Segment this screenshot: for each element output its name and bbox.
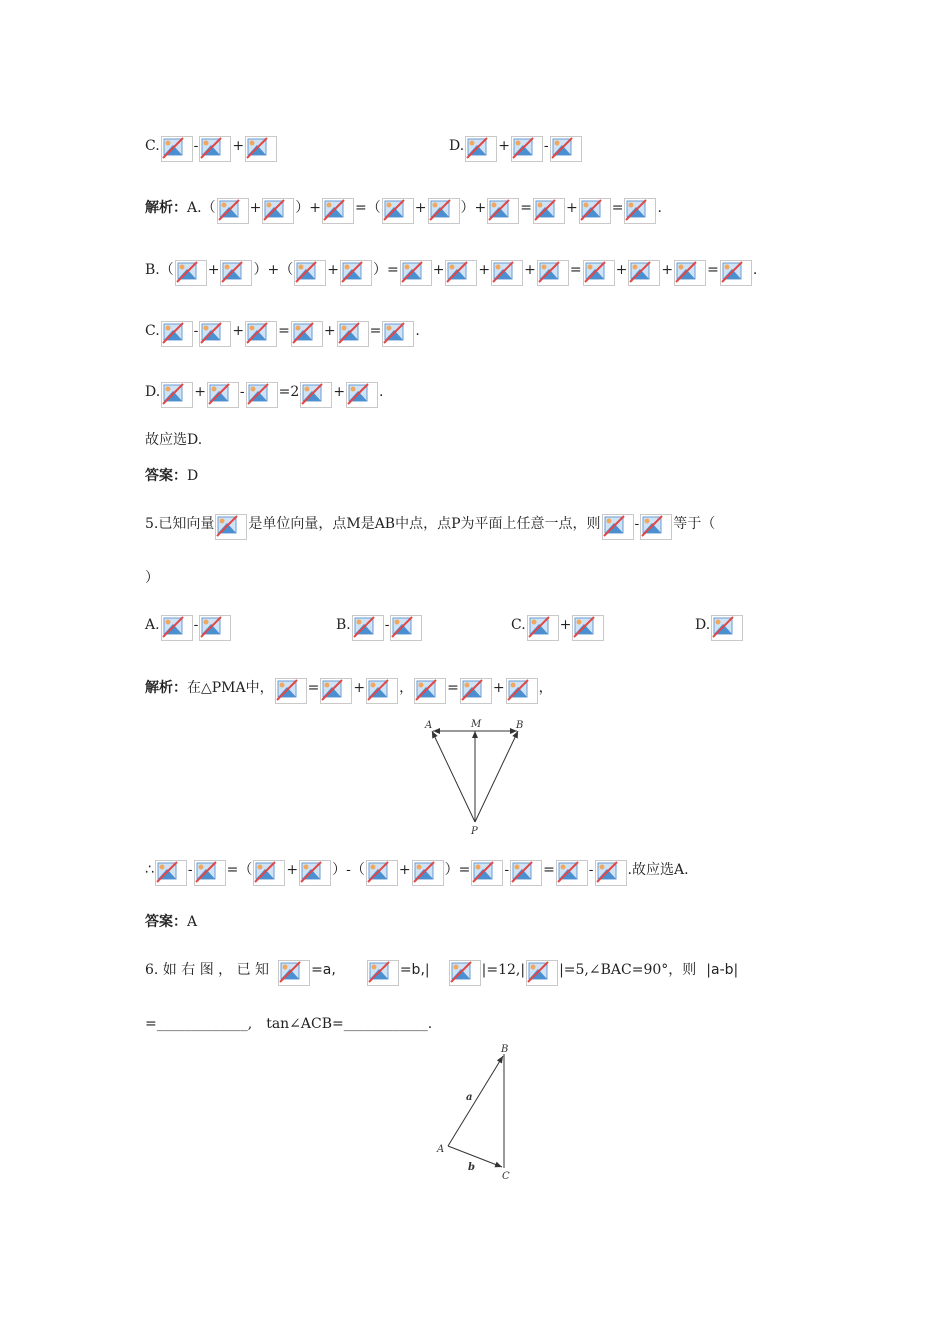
label-b: B <box>516 720 524 731</box>
broken-image-icon <box>628 260 660 286</box>
broken-image-icon <box>640 514 672 540</box>
minus-sign: - <box>193 617 199 633</box>
plus-sign: + <box>398 862 411 878</box>
question-text: 5.已知向量 <box>145 516 215 532</box>
broken-image-icon <box>390 615 422 641</box>
broken-image-icon <box>155 860 187 886</box>
broken-image-icon <box>245 136 277 162</box>
broken-image-icon <box>291 321 323 347</box>
broken-image-icon <box>217 198 249 224</box>
broken-image-icon <box>595 860 627 886</box>
label-p: P <box>471 826 478 837</box>
paren: （ <box>279 262 294 278</box>
broken-image-icon <box>412 860 444 886</box>
minus-sign: - <box>239 384 245 400</box>
paren: （ <box>350 862 365 878</box>
broken-image-icon <box>161 382 193 408</box>
period: . <box>415 323 420 339</box>
answer-line-2 <box>145 914 197 930</box>
broken-image-icon <box>278 960 310 986</box>
paren: （ <box>159 262 174 278</box>
broken-image-icon <box>337 321 369 347</box>
equals-sign: = <box>307 680 320 696</box>
minus-sign: - <box>543 138 549 154</box>
plus-sign: + <box>492 680 505 696</box>
broken-image-icon <box>491 260 523 286</box>
broken-image-icon <box>220 260 252 286</box>
solution-line-a <box>145 190 662 216</box>
question-text: 是单位向量，点M是AB中点，点P为平面上任意一点，则 <box>248 516 601 532</box>
conclusion-text: 故应选D. <box>145 432 203 448</box>
equals-sign: = <box>226 862 239 878</box>
broken-image-icon <box>367 960 399 986</box>
plus-sign: + <box>615 262 628 278</box>
broken-image-icon <box>506 678 538 704</box>
broken-image-icon <box>556 860 588 886</box>
question-text: =a, <box>311 962 336 978</box>
broken-image-icon <box>275 678 307 704</box>
question-text: a-b <box>710 962 734 978</box>
plus-sign: + <box>327 262 339 278</box>
question-6-line <box>145 952 738 978</box>
plus-sign: + <box>249 200 262 216</box>
minus-sign: - <box>187 862 193 878</box>
broken-image-icon <box>579 198 611 224</box>
equals-sign: = <box>278 323 290 339</box>
equals-sign: = <box>569 262 582 278</box>
minus-sign: - <box>193 323 199 339</box>
segment-pa <box>432 731 475 822</box>
paren: ） <box>460 200 475 216</box>
figure-abc-triangle <box>432 1042 532 1182</box>
broken-image-icon <box>487 198 519 224</box>
equals-sign: = <box>520 200 532 216</box>
paren: ） <box>372 262 387 278</box>
solution-line-q5 <box>145 670 553 696</box>
question-5-line <box>145 506 715 532</box>
question-text: 等于（ <box>673 516 716 532</box>
broken-image-icon <box>624 198 656 224</box>
plus-sign: + <box>559 617 572 633</box>
segment-ab <box>448 1056 503 1146</box>
paren: ） <box>332 862 347 878</box>
solution-label: 解析： <box>145 200 187 216</box>
label-a: A <box>425 720 433 731</box>
conclusion-text: .故应选A. <box>627 862 689 878</box>
question-text: =b, <box>399 962 425 978</box>
broken-image-icon <box>533 198 565 224</box>
option-a-text: A. <box>187 200 202 216</box>
comma: ， <box>538 680 553 696</box>
plus-sign: + <box>565 200 578 216</box>
plus-sign: + <box>333 384 346 400</box>
option-label-c: C. <box>511 617 526 633</box>
solution-line-d <box>145 374 384 400</box>
plus-sign: + <box>414 200 427 216</box>
paren: ） <box>444 862 459 878</box>
q5-option-c <box>511 607 605 633</box>
equals-sign: = <box>611 200 624 216</box>
plus-sign: + <box>232 323 245 339</box>
broken-image-icon <box>537 260 569 286</box>
broken-image-icon <box>449 960 481 986</box>
q5-option-d <box>695 607 744 633</box>
answer-label: 答案： <box>145 914 187 930</box>
answer-line-1 <box>145 468 198 484</box>
coefficient-two: 2 <box>290 384 300 400</box>
option-label-d: D. <box>695 617 711 633</box>
broken-image-icon <box>322 198 354 224</box>
solution-text: 在△PMA中， <box>187 680 274 696</box>
broken-image-icon <box>583 260 615 286</box>
broken-image-icon <box>527 615 559 641</box>
broken-image-icon <box>199 615 231 641</box>
therefore-line <box>145 852 689 878</box>
figure-pma-triangle <box>420 718 550 838</box>
paren: （ <box>366 200 381 216</box>
answer-blank[interactable]: =_____________, <box>145 1016 253 1032</box>
option-label-b: B. <box>336 617 351 633</box>
broken-image-icon <box>400 260 432 286</box>
equals-sign: = <box>278 384 291 400</box>
q5-option-b <box>336 607 423 633</box>
plus-sign: + <box>524 262 536 278</box>
paren: ） <box>145 570 159 586</box>
broken-image-icon <box>550 136 582 162</box>
paren: ） <box>253 262 268 278</box>
option-row-d <box>449 128 583 154</box>
label-vector-b: b <box>468 1162 475 1173</box>
plus-sign: + <box>432 262 445 278</box>
minus-sign: - <box>634 516 640 532</box>
broken-image-icon <box>602 514 634 540</box>
broken-image-icon <box>161 136 193 162</box>
equals-sign: = <box>458 862 471 878</box>
option-row-cd <box>145 128 278 154</box>
option-b-text: B. <box>145 262 160 278</box>
question-text: |=12, <box>481 962 521 978</box>
equals-sign: = <box>447 680 459 696</box>
answer-value: A <box>187 914 198 930</box>
broken-image-icon <box>246 382 278 408</box>
period: . <box>657 200 662 216</box>
broken-image-icon <box>460 678 492 704</box>
broken-image-icon <box>445 260 477 286</box>
plus-sign: + <box>286 862 299 878</box>
equals-sign: = <box>386 262 399 278</box>
paren: （ <box>201 200 216 216</box>
plus-sign: + <box>323 323 336 339</box>
answer-value: D <box>187 468 199 484</box>
broken-image-icon <box>352 615 384 641</box>
abs-bar: | <box>424 962 430 978</box>
solution-line-b <box>145 252 757 278</box>
minus-sign: - <box>193 138 199 154</box>
minus-sign: - <box>384 617 390 633</box>
solution-line-c <box>145 313 420 339</box>
plus-sign: + <box>661 262 674 278</box>
option-label-c: C. <box>145 138 160 154</box>
plus-sign: + <box>309 200 322 216</box>
plus-sign: + <box>207 262 220 278</box>
broken-image-icon <box>340 260 372 286</box>
label-c: C <box>502 1171 510 1182</box>
plus-sign: + <box>474 200 487 216</box>
equals-sign: = <box>707 262 719 278</box>
label-vector-a: a <box>466 1092 473 1103</box>
broken-image-icon <box>366 678 398 704</box>
comma: ， <box>399 680 414 696</box>
broken-image-icon <box>382 321 414 347</box>
label-b: B <box>501 1044 509 1055</box>
broken-image-icon <box>572 615 604 641</box>
broken-image-icon <box>465 136 497 162</box>
broken-image-icon <box>175 260 207 286</box>
solution-label: 解析： <box>145 680 187 696</box>
answer-label: 答案： <box>145 468 187 484</box>
equals-sign: = <box>543 862 555 878</box>
plus-sign: + <box>194 384 206 400</box>
q5-option-a <box>145 607 232 633</box>
broken-image-icon <box>346 382 378 408</box>
question-6-blanks <box>145 1016 432 1032</box>
broken-image-icon <box>320 678 352 704</box>
broken-image-icon <box>511 136 543 162</box>
broken-image-icon <box>161 615 193 641</box>
broken-image-icon <box>414 678 446 704</box>
plus-sign: + <box>232 138 245 154</box>
broken-image-icon <box>199 321 231 347</box>
question-text: |=5,∠BAC=90°，则 <box>559 962 697 978</box>
minus-sign: - <box>346 862 351 878</box>
abs-bar: | <box>706 962 711 978</box>
broken-image-icon <box>510 860 542 886</box>
broken-image-icon <box>215 514 247 540</box>
broken-image-icon <box>161 321 193 347</box>
option-label-d: D. <box>449 138 465 154</box>
label-m: M <box>471 719 482 730</box>
plus-sign: + <box>267 262 280 278</box>
equals-sign: = <box>369 323 382 339</box>
broken-image-icon <box>207 382 239 408</box>
therefore-symbol: ∴ <box>145 862 154 878</box>
broken-image-icon <box>253 860 285 886</box>
broken-image-icon <box>471 860 503 886</box>
question-text: 6. 如 右 图 ， 已 知 <box>145 962 270 978</box>
broken-image-icon <box>199 136 231 162</box>
broken-image-icon <box>294 260 326 286</box>
question-5-close <box>145 570 159 586</box>
option-d-text: D. <box>145 384 161 400</box>
broken-image-icon <box>720 260 752 286</box>
broken-image-icon <box>526 960 558 986</box>
period: . <box>379 384 384 400</box>
segment-ac <box>448 1146 502 1167</box>
broken-image-icon <box>194 860 226 886</box>
option-c-text: C. <box>145 323 160 339</box>
broken-image-icon <box>262 198 294 224</box>
equals-sign: = <box>355 200 367 216</box>
broken-image-icon <box>428 198 460 224</box>
label-a: A <box>437 1144 445 1155</box>
broken-image-icon <box>711 615 743 641</box>
broken-image-icon <box>366 860 398 886</box>
broken-image-icon <box>382 198 414 224</box>
option-label-a: A. <box>145 617 160 633</box>
minus-sign: - <box>588 862 594 878</box>
plus-sign: + <box>353 680 366 696</box>
broken-image-icon <box>300 382 332 408</box>
abs-bar: | <box>520 962 526 978</box>
period: . <box>752 262 758 278</box>
broken-image-icon <box>299 860 331 886</box>
abs-bar: | <box>733 962 739 978</box>
broken-image-icon <box>674 260 706 286</box>
paren: ） <box>295 200 310 216</box>
segment-pb <box>475 731 518 822</box>
minus-sign: - <box>504 862 510 878</box>
conclusion-line <box>145 432 202 448</box>
answer-blank[interactable]: tan∠ACB=____________. <box>266 1016 433 1032</box>
plus-sign: + <box>478 262 491 278</box>
paren: （ <box>238 862 253 878</box>
plus-sign: + <box>498 138 510 154</box>
broken-image-icon <box>245 321 277 347</box>
